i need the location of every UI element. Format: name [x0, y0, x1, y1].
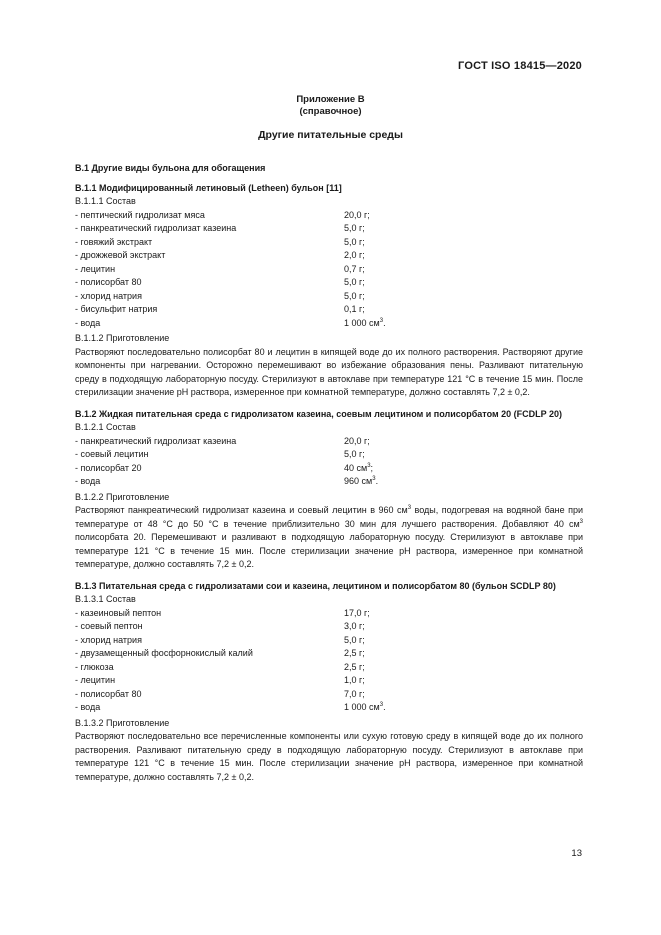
composition-label-b13: В.1.3.1 Состав — [75, 594, 136, 604]
section-heading-b13: В.1.3 Питательная среда с гидролизатами сои и казеина, лецитином и полисорбатом 80 (бульон SCDLP 80) — [75, 580, 556, 591]
list-item: - глюкоза 2,5 г; — [75, 661, 365, 672]
list-item: - хлорид натрия 5,0 г; — [75, 290, 365, 301]
composition-list-b13 — [75, 607, 583, 715]
prep-label-b13: В.1.3.2 Приготовление — [75, 717, 170, 728]
list-item: - соевый пептон 3,0 г; — [75, 621, 365, 631]
list-item: - полисорбат 20 40 $см^3$; — [75, 462, 374, 473]
prep-text-b12: Растворяют панкреатический гидролизат казеина и соевый лецитин в 960 $см^3$ воды, подогревая на водяной бане при температуре от 48 °С до 50 °С в течение приблизительно 30 мин для лучшего растворения. Добавляют 40 $см^3$ полисорбата 20. Перемешивают и разливают в подходящую лабораторную посуду. Стерилизуют в автоклаве при температуре 121 °С в течение 15 мин. После стерилизации значение рН раствора, измеренное при комнатной температуре, должно составлять 7,2 ± 0,2. — [75, 505, 583, 569]
list-item: - двузамещенный фосфорнокислый калий 2,5 г; — [75, 648, 365, 658]
annex-kind: (справочное) — [299, 106, 362, 117]
section-heading-b11: В.1.1 Модифицированный летиновый (Letheen) бульон [11] — [75, 182, 342, 193]
composition-list-b11 — [75, 209, 583, 331]
section-heading-b12: В.1.2 Жидкая питательная среда с гидролизатом казеина, соевым лецитином и полисорбатом 20 (FCDLP 20) — [75, 408, 562, 419]
composition-label-b11: В.1.1.1 Состав — [75, 196, 136, 206]
annex-label: Приложение В — [296, 94, 365, 105]
list-item: - дрожжевой экстракт 2,0 г; — [75, 250, 365, 260]
list-item: - лецитин 1,0 г; — [75, 675, 365, 685]
prep-label-b11: В.1.1.2 Приготовление — [75, 333, 170, 343]
list-item: - вода 1 000 $см^3$. — [75, 702, 386, 712]
list-item: - полисорбат 80 5,0 г; — [75, 277, 365, 287]
list-item: - вода 960 $см^3$. — [75, 476, 379, 486]
list-item: - казеиновый пептон 17,0 г; — [75, 607, 370, 618]
standard-header: ГОСТ ISO 18415—2020 — [458, 60, 582, 72]
section-heading-b1: В.1 Другие виды бульона для обогащения — [75, 163, 266, 173]
composition-label-b12: В.1.2.1 Состав — [75, 422, 136, 432]
list-item: - вода 1 000 $см^3$. — [75, 317, 386, 328]
list-item: - полисорбат 80 7,0 г; — [75, 688, 365, 699]
list-item: - говяжий экстракт 5,0 г; — [75, 236, 365, 247]
list-item: - бисульфит натрия 0,1 г; — [75, 304, 365, 314]
annex-label-block — [0, 94, 661, 118]
list-item: - панкреатический гидролизат казеина 5,0 г; — [75, 223, 365, 233]
list-item: - пептический гидролизат мяса 20,0 г; — [75, 209, 370, 220]
annex-title: Другие питательные среды — [258, 129, 403, 141]
list-item: - панкреатический гидролизат казеина 20,0 г; — [75, 435, 370, 446]
prep-text-b11: Растворяют последовательно полисорбат 80 и лецитин в кипящей воде до их полного растворения. Растворяют другие компоненты при нагревании. Осторожно перемешивают во избежание образования пены. Разливают питательную среду в подходящую лабораторную посуду. Стерилизуют в автоклаве при температуре 121 °С в течение 15 мин. После стерилизации значение рН раствора, измеренное при комнатной температуре, должно составлять 7,2 ± 0,2. — [75, 346, 583, 397]
list-item: - лецитин 0,7 г; — [75, 263, 365, 274]
document-body — [75, 162, 583, 784]
list-item: - соевый лецитин 5,0 г; — [75, 449, 365, 459]
page-number: 13 — [571, 848, 582, 859]
prep-label-b12: В.1.2.2 Приготовление — [75, 491, 170, 502]
list-item: - хлорид натрия 5,0 г; — [75, 634, 365, 645]
composition-list-b12 — [75, 435, 583, 489]
prep-text-b13: Растворяют последовательно все перечисленные компоненты или сухую готовую среду в кипящей воде до их полного растворения. Разливают питательную среду в подходящую лабораторную посуду. Стерилизуют в автоклаве при температуре 121 °С в течение 15 мин. После стерилизации значение рН раствора, измеренное при комнатной температуре, должно составлять 7,2 ± 0,2. — [75, 731, 583, 782]
